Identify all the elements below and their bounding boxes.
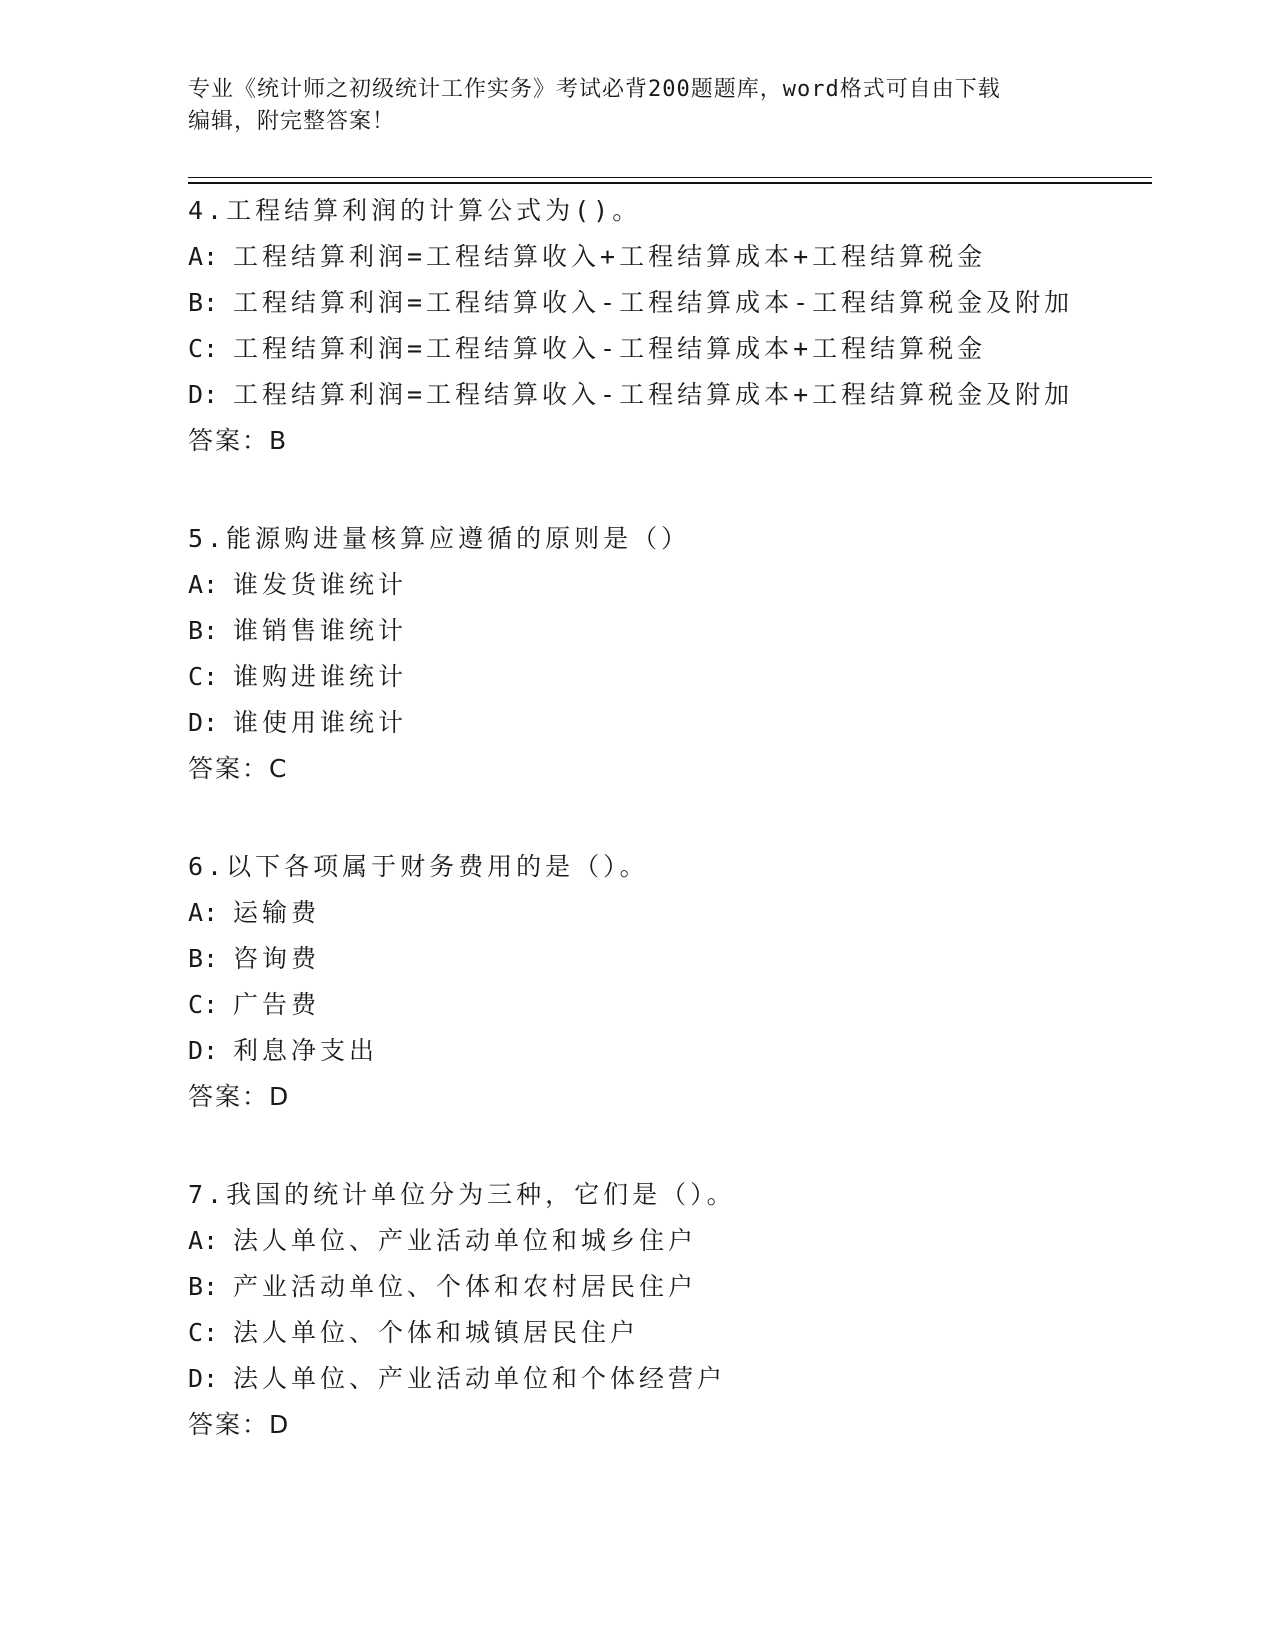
option-c: [188, 326, 1148, 372]
option-a: [188, 1218, 1148, 1264]
answer-label: 答案：: [188, 426, 270, 455]
option-letter: A:: [188, 898, 219, 927]
option-letter: A:: [188, 1226, 219, 1255]
question-item: [188, 844, 1148, 1120]
question-stem: 5.能源购进量核算应遵循的原则是（）: [188, 524, 691, 553]
option-text: 运输费: [233, 898, 321, 927]
option-text: 法人单位、个体和城镇居民住户: [233, 1318, 640, 1347]
header-line-1: 专业《统计师之初级统计工作实务》考试必背200题题库，word格式可自由下载: [188, 77, 1001, 102]
option-text: 工程结算利润=工程结算收入-工程结算成本+工程结算税金: [233, 334, 987, 363]
header-divider-thick: [188, 182, 1152, 184]
option-text: 法人单位、产业活动单位和城乡住户: [233, 1226, 698, 1255]
option-text: 广告费: [233, 990, 321, 1019]
option-b: [188, 1264, 1148, 1310]
option-text: 工程结算利润=工程结算收入-工程结算成本-工程结算税金及附加: [233, 288, 1074, 317]
answer-label: 答案：: [188, 1082, 270, 1111]
option-a: [188, 890, 1148, 936]
document-header: [188, 74, 1088, 138]
option-a: [188, 234, 1148, 280]
option-d: [188, 1028, 1148, 1074]
question-list: [188, 188, 1148, 1500]
answer-line: [188, 418, 1148, 464]
header-line-2: 编辑，附完整答案！: [188, 109, 396, 134]
option-text: 工程结算利润=工程结算收入+工程结算成本+工程结算税金: [233, 242, 987, 271]
option-letter: D:: [188, 1364, 219, 1393]
answer-value: B: [269, 426, 288, 455]
question-stem: 4.工程结算利润的计算公式为()。: [188, 196, 642, 225]
option-letter: D:: [188, 1036, 219, 1065]
question-stem: 6.以下各项属于财务费用的是（）。: [188, 852, 649, 881]
answer-value: C: [269, 754, 288, 783]
option-text: 谁发货谁统计: [233, 570, 408, 599]
option-d: [188, 700, 1148, 746]
option-text: 法人单位、产业活动单位和个体经营户: [233, 1364, 727, 1393]
option-letter: A:: [188, 570, 219, 599]
option-text: 谁购进谁统计: [233, 662, 408, 691]
option-c: [188, 654, 1148, 700]
option-letter: B:: [188, 616, 219, 645]
option-text: 工程结算利润=工程结算收入-工程结算成本+工程结算税金及附加: [233, 380, 1074, 409]
answer-value: D: [269, 1410, 290, 1439]
option-letter: B:: [188, 288, 219, 317]
option-text: 咨询费: [233, 944, 321, 973]
option-b: [188, 280, 1148, 326]
option-c: [188, 982, 1148, 1028]
question-stem: 7.我国的统计单位分为三种，它们是（）。: [188, 1180, 736, 1209]
option-text: 谁销售谁统计: [233, 616, 408, 645]
option-letter: C:: [188, 334, 219, 363]
option-letter: B:: [188, 944, 219, 973]
option-d: [188, 1356, 1148, 1402]
option-b: [188, 936, 1148, 982]
option-text: 谁使用谁统计: [233, 708, 408, 737]
option-d: [188, 372, 1148, 418]
header-divider-thin: [188, 177, 1152, 178]
option-letter: C:: [188, 990, 219, 1019]
option-text: 利息净支出: [233, 1036, 379, 1065]
question-item: [188, 516, 1148, 792]
option-letter: B:: [188, 1272, 219, 1301]
option-letter: D:: [188, 380, 219, 409]
answer-line: [188, 1074, 1148, 1120]
question-item: [188, 1172, 1148, 1448]
option-c: [188, 1310, 1148, 1356]
question-item: [188, 188, 1148, 464]
answer-label: 答案：: [188, 754, 270, 783]
option-letter: C:: [188, 662, 219, 691]
answer-line: [188, 746, 1148, 792]
answer-value: D: [269, 1082, 290, 1111]
option-letter: D:: [188, 708, 219, 737]
answer-line: [188, 1402, 1148, 1448]
answer-label: 答案：: [188, 1410, 270, 1439]
option-b: [188, 608, 1148, 654]
option-letter: C:: [188, 1318, 219, 1347]
option-text: 产业活动单位、个体和农村居民住户: [233, 1272, 698, 1301]
option-letter: A:: [188, 242, 219, 271]
option-a: [188, 562, 1148, 608]
